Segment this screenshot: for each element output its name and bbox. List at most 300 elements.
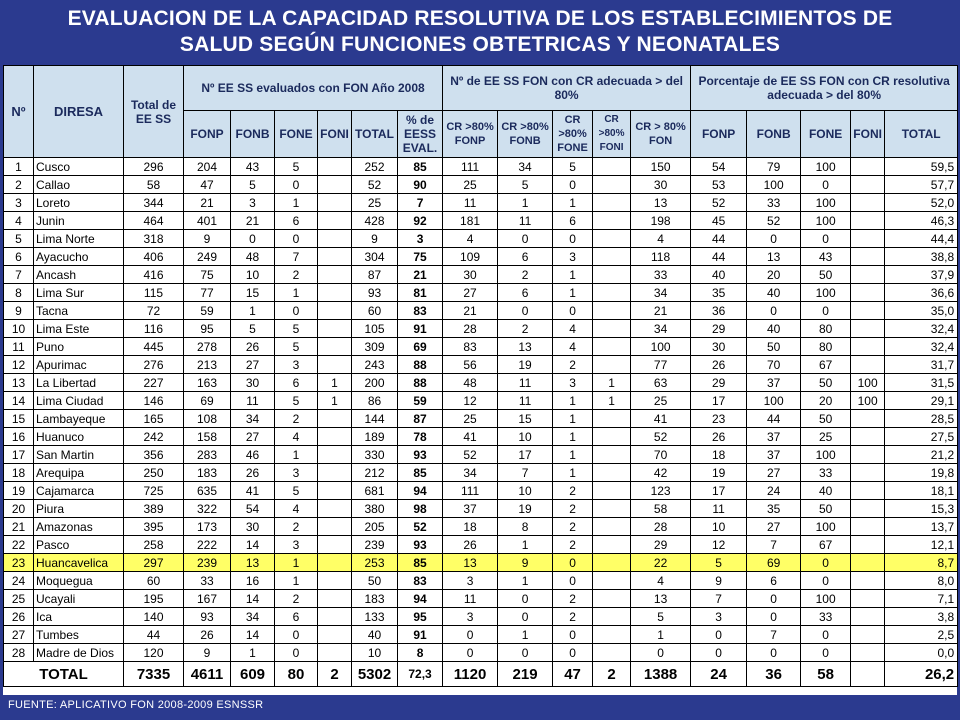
- cell-cr-1: 11: [498, 392, 553, 410]
- cell-cr-2: 1: [553, 464, 593, 482]
- cell-evaluated-5: 90: [398, 176, 443, 194]
- cell-cr-3: [593, 428, 631, 446]
- cell-evaluated-5: 88: [398, 374, 443, 392]
- cell-num: 7: [4, 266, 34, 284]
- cell-evaluated-4: 253: [352, 554, 398, 572]
- cell-evaluated-0: 9: [184, 644, 231, 662]
- cell-evaluated-4: 200: [352, 374, 398, 392]
- totals-evaluated-2: 80: [275, 662, 318, 687]
- cell-cr-0: 28: [443, 320, 498, 338]
- cell-evaluated-1: 0: [231, 230, 275, 248]
- cell-pct-2: 33: [801, 464, 851, 482]
- cell-evaluated-3: 1: [318, 392, 352, 410]
- cell-cr-1: 10: [498, 428, 553, 446]
- cell-pct-1: 35: [747, 500, 801, 518]
- cell-pct-3: [851, 212, 885, 230]
- source-note: FUENTE: APLICATIVO FON 2008-2009 ESNSSR: [8, 699, 264, 711]
- cell-evaluated-1: 15: [231, 284, 275, 302]
- cell-cr-3: [593, 320, 631, 338]
- cell-pct-2: 43: [801, 248, 851, 266]
- cell-pct-0: 11: [691, 500, 747, 518]
- cell-pct-4: 2,5: [885, 626, 958, 644]
- cell-diresa: Puno: [34, 338, 124, 356]
- cell-pct-3: [851, 518, 885, 536]
- cell-pct-0: 44: [691, 248, 747, 266]
- cell-evaluated-3: [318, 626, 352, 644]
- subheader-evaluated-0: FONP: [184, 111, 231, 158]
- cell-diresa: Arequipa: [34, 464, 124, 482]
- cell-evaluated-5: 92: [398, 212, 443, 230]
- cell-evaluated-0: 75: [184, 266, 231, 284]
- cell-cr-3: [593, 356, 631, 374]
- cell-cr-0: 111: [443, 158, 498, 176]
- cell-pct-4: 12,1: [885, 536, 958, 554]
- cell-total-eess: 389: [124, 500, 184, 518]
- cell-evaluated-0: 158: [184, 428, 231, 446]
- cell-pct-1: 7: [747, 626, 801, 644]
- cell-pct-4: 19,8: [885, 464, 958, 482]
- cell-evaluated-0: 249: [184, 248, 231, 266]
- cell-pct-4: 28,5: [885, 410, 958, 428]
- cell-pct-4: 29,1: [885, 392, 958, 410]
- cell-evaluated-0: 213: [184, 356, 231, 374]
- cell-evaluated-5: 94: [398, 482, 443, 500]
- cell-evaluated-3: [318, 518, 352, 536]
- cell-evaluated-0: 33: [184, 572, 231, 590]
- cell-pct-1: 13: [747, 248, 801, 266]
- cell-evaluated-0: 26: [184, 626, 231, 644]
- cell-pct-4: 7,1: [885, 590, 958, 608]
- cell-cr-1: 0: [498, 302, 553, 320]
- cell-evaluated-5: 83: [398, 302, 443, 320]
- cell-cr-1: 34: [498, 158, 553, 176]
- cell-pct-2: 100: [801, 518, 851, 536]
- cell-pct-0: 29: [691, 320, 747, 338]
- cell-num: 9: [4, 302, 34, 320]
- cell-pct-1: 37: [747, 374, 801, 392]
- cell-total-eess: 242: [124, 428, 184, 446]
- cell-cr-4: 118: [631, 248, 691, 266]
- cell-pct-4: 8,0: [885, 572, 958, 590]
- cell-evaluated-5: 78: [398, 428, 443, 446]
- cell-evaluated-2: 5: [275, 320, 318, 338]
- cell-cr-1: 0: [498, 644, 553, 662]
- cell-evaluated-2: 1: [275, 194, 318, 212]
- cell-evaluated-0: 47: [184, 176, 231, 194]
- cell-pct-0: 53: [691, 176, 747, 194]
- cell-total-eess: 60: [124, 572, 184, 590]
- cell-evaluated-1: 26: [231, 338, 275, 356]
- cell-num: 14: [4, 392, 34, 410]
- cell-pct-2: 40: [801, 482, 851, 500]
- cell-evaluated-0: 21: [184, 194, 231, 212]
- subheader-pct-1: FONB: [747, 111, 801, 158]
- cell-total-eess: 344: [124, 194, 184, 212]
- cell-diresa: Ica: [34, 608, 124, 626]
- cell-pct-1: 70: [747, 356, 801, 374]
- cell-pct-1: 52: [747, 212, 801, 230]
- cell-cr-0: 4: [443, 230, 498, 248]
- cell-pct-1: 0: [747, 590, 801, 608]
- cell-pct-4: 13,7: [885, 518, 958, 536]
- cell-cr-1: 1: [498, 572, 553, 590]
- table-row: [4, 374, 958, 392]
- cell-evaluated-5: 81: [398, 284, 443, 302]
- cell-cr-1: 1: [498, 536, 553, 554]
- cell-evaluated-2: 1: [275, 446, 318, 464]
- cell-pct-3: [851, 446, 885, 464]
- cell-pct-0: 7: [691, 590, 747, 608]
- cell-cr-2: 1: [553, 392, 593, 410]
- cell-pct-4: 59,5: [885, 158, 958, 176]
- cell-evaluated-4: 205: [352, 518, 398, 536]
- cell-pct-3: [851, 230, 885, 248]
- cell-evaluated-5: 93: [398, 446, 443, 464]
- cell-cr-0: 41: [443, 428, 498, 446]
- cell-pct-3: [851, 608, 885, 626]
- cell-total-eess: 297: [124, 554, 184, 572]
- cell-cr-3: [593, 464, 631, 482]
- cell-cr-3: [593, 554, 631, 572]
- cell-total-eess: 72: [124, 302, 184, 320]
- cell-diresa: Piura: [34, 500, 124, 518]
- cell-evaluated-5: 85: [398, 554, 443, 572]
- cell-evaluated-5: 59: [398, 392, 443, 410]
- cell-pct-0: 52: [691, 194, 747, 212]
- cell-cr-3: 1: [593, 374, 631, 392]
- cell-pct-1: 100: [747, 392, 801, 410]
- cell-evaluated-4: 212: [352, 464, 398, 482]
- table-row: [4, 356, 958, 374]
- cell-cr-1: 2: [498, 320, 553, 338]
- cell-pct-2: 67: [801, 356, 851, 374]
- cell-cr-4: 4: [631, 230, 691, 248]
- cell-num: 15: [4, 410, 34, 428]
- table-row: [4, 428, 958, 446]
- cell-evaluated-0: 401: [184, 212, 231, 230]
- cell-pct-1: 33: [747, 194, 801, 212]
- table-row: [4, 338, 958, 356]
- cell-pct-1: 27: [747, 464, 801, 482]
- cell-pct-2: 0: [801, 644, 851, 662]
- cell-cr-3: [593, 446, 631, 464]
- cell-pct-1: 37: [747, 428, 801, 446]
- cell-evaluated-5: 91: [398, 626, 443, 644]
- cell-pct-1: 37: [747, 446, 801, 464]
- cell-cr-4: 198: [631, 212, 691, 230]
- cell-cr-3: [593, 518, 631, 536]
- cell-pct-4: 15,3: [885, 500, 958, 518]
- cell-evaluated-1: 26: [231, 464, 275, 482]
- cell-pct-3: [851, 338, 885, 356]
- cell-cr-1: 0: [498, 230, 553, 248]
- cell-evaluated-2: 0: [275, 644, 318, 662]
- cell-evaluated-1: 48: [231, 248, 275, 266]
- cell-evaluated-4: 93: [352, 284, 398, 302]
- cell-evaluated-2: 6: [275, 608, 318, 626]
- cell-total-eess: 445: [124, 338, 184, 356]
- cell-evaluated-2: 3: [275, 356, 318, 374]
- cell-total-eess: 356: [124, 446, 184, 464]
- cell-evaluated-3: [318, 338, 352, 356]
- cell-cr-3: [593, 500, 631, 518]
- cell-evaluated-4: 10: [352, 644, 398, 662]
- cell-num: 27: [4, 626, 34, 644]
- cell-evaluated-1: 34: [231, 410, 275, 428]
- table-row: [4, 536, 958, 554]
- cell-evaluated-4: 133: [352, 608, 398, 626]
- header-group-percentage: Porcentaje de EE SS FON con CR resolutiva adecuada > del 80%: [691, 66, 958, 111]
- cell-total-eess: 146: [124, 392, 184, 410]
- cell-pct-3: 100: [851, 374, 885, 392]
- cell-pct-0: 17: [691, 482, 747, 500]
- cell-cr-2: 6: [553, 212, 593, 230]
- cell-cr-4: 58: [631, 500, 691, 518]
- cell-evaluated-5: 52: [398, 518, 443, 536]
- cell-pct-0: 12: [691, 536, 747, 554]
- cell-cr-2: 4: [553, 338, 593, 356]
- cell-pct-4: 38,8: [885, 248, 958, 266]
- cell-pct-4: 31,7: [885, 356, 958, 374]
- cell-cr-2: 2: [553, 608, 593, 626]
- cell-diresa: Amazonas: [34, 518, 124, 536]
- cell-cr-3: [593, 482, 631, 500]
- cell-pct-1: 100: [747, 176, 801, 194]
- cell-pct-1: 0: [747, 302, 801, 320]
- cell-total-eess: 250: [124, 464, 184, 482]
- subheader-cr-0: CR >80% FONP: [443, 111, 498, 158]
- cell-cr-2: 1: [553, 428, 593, 446]
- cell-total-eess: 44: [124, 626, 184, 644]
- cell-cr-2: 0: [553, 230, 593, 248]
- cell-pct-1: 0: [747, 644, 801, 662]
- cell-evaluated-3: [318, 284, 352, 302]
- cell-pct-3: [851, 590, 885, 608]
- cell-evaluated-4: 189: [352, 428, 398, 446]
- cell-evaluated-4: 9: [352, 230, 398, 248]
- cell-pct-0: 9: [691, 572, 747, 590]
- cell-pct-4: 46,3: [885, 212, 958, 230]
- totals-evaluated-5: 72,3: [398, 662, 443, 687]
- title-line-1: EVALUACION DE LA CAPACIDAD RESOLUTIVA DE LOS ESTABLECIMIENTOS DE: [67, 7, 893, 30]
- subheader-cr-3: CR >80% FONI: [593, 111, 631, 158]
- cell-cr-1: 11: [498, 212, 553, 230]
- cell-pct-2: 100: [801, 284, 851, 302]
- cell-cr-2: 2: [553, 536, 593, 554]
- cell-cr-1: 11: [498, 374, 553, 392]
- cell-cr-0: 12: [443, 392, 498, 410]
- cell-num: 2: [4, 176, 34, 194]
- cell-cr-2: 0: [553, 644, 593, 662]
- cell-diresa: Lima Ciudad: [34, 392, 124, 410]
- cell-cr-3: [593, 302, 631, 320]
- cell-pct-4: 0,0: [885, 644, 958, 662]
- cell-evaluated-3: [318, 428, 352, 446]
- cell-cr-3: [593, 572, 631, 590]
- cell-evaluated-0: 322: [184, 500, 231, 518]
- cell-cr-0: 25: [443, 176, 498, 194]
- cell-pct-2: 80: [801, 320, 851, 338]
- cell-evaluated-5: 85: [398, 464, 443, 482]
- cell-pct-2: 20: [801, 392, 851, 410]
- totals-pct-0: 24: [691, 662, 747, 687]
- cell-pct-1: 20: [747, 266, 801, 284]
- cell-evaluated-2: 0: [275, 176, 318, 194]
- cell-evaluated-1: 5: [231, 320, 275, 338]
- totals-pct-2: 58: [801, 662, 851, 687]
- cell-pct-4: 8,7: [885, 554, 958, 572]
- cell-cr-2: 1: [553, 194, 593, 212]
- cell-total-eess: 227: [124, 374, 184, 392]
- cell-pct-0: 18: [691, 446, 747, 464]
- cell-evaluated-4: 428: [352, 212, 398, 230]
- cell-cr-4: 70: [631, 446, 691, 464]
- table-row: [4, 626, 958, 644]
- cell-evaluated-3: [318, 464, 352, 482]
- cell-evaluated-5: 3: [398, 230, 443, 248]
- cell-evaluated-3: [318, 176, 352, 194]
- cell-evaluated-3: [318, 212, 352, 230]
- cell-evaluated-1: 27: [231, 356, 275, 374]
- cell-evaluated-3: [318, 482, 352, 500]
- cell-diresa: Ayacucho: [34, 248, 124, 266]
- cell-diresa: Lima Sur: [34, 284, 124, 302]
- cell-pct-2: 100: [801, 446, 851, 464]
- cell-cr-2: 1: [553, 266, 593, 284]
- cell-cr-3: [593, 338, 631, 356]
- cell-diresa: Lima Norte: [34, 230, 124, 248]
- cell-evaluated-0: 95: [184, 320, 231, 338]
- table-row: [4, 644, 958, 662]
- cell-num: 22: [4, 536, 34, 554]
- cell-cr-2: 2: [553, 482, 593, 500]
- cell-cr-0: 111: [443, 482, 498, 500]
- cell-pct-3: [851, 626, 885, 644]
- cell-evaluated-2: 3: [275, 464, 318, 482]
- cell-evaluated-0: 77: [184, 284, 231, 302]
- cell-evaluated-5: 21: [398, 266, 443, 284]
- cell-pct-2: 50: [801, 374, 851, 392]
- cell-pct-3: [851, 158, 885, 176]
- cell-cr-3: [593, 266, 631, 284]
- cell-evaluated-4: 87: [352, 266, 398, 284]
- cell-pct-0: 26: [691, 356, 747, 374]
- table-row: [4, 446, 958, 464]
- cell-cr-2: 2: [553, 518, 593, 536]
- cell-evaluated-4: 243: [352, 356, 398, 374]
- cell-evaluated-0: 283: [184, 446, 231, 464]
- cell-pct-0: 44: [691, 230, 747, 248]
- table-row: [4, 464, 958, 482]
- cell-num: 8: [4, 284, 34, 302]
- cell-evaluated-4: 330: [352, 446, 398, 464]
- cell-cr-4: 21: [631, 302, 691, 320]
- cell-evaluated-1: 3: [231, 194, 275, 212]
- cell-evaluated-5: 83: [398, 572, 443, 590]
- cell-cr-4: 63: [631, 374, 691, 392]
- cell-num: 28: [4, 644, 34, 662]
- cell-evaluated-5: 75: [398, 248, 443, 266]
- cell-evaluated-0: 108: [184, 410, 231, 428]
- cell-cr-0: 0: [443, 626, 498, 644]
- cell-diresa: Apurimac: [34, 356, 124, 374]
- cell-pct-2: 100: [801, 212, 851, 230]
- cell-cr-2: 2: [553, 356, 593, 374]
- cell-cr-1: 6: [498, 284, 553, 302]
- cell-evaluated-5: 88: [398, 356, 443, 374]
- cell-evaluated-1: 34: [231, 608, 275, 626]
- cell-pct-0: 0: [691, 626, 747, 644]
- cell-evaluated-3: [318, 572, 352, 590]
- table-row: [4, 320, 958, 338]
- header-group-evaluated: Nº EE SS evaluados con FON Año 2008: [184, 66, 443, 111]
- table-row: [4, 266, 958, 284]
- cell-cr-1: 19: [498, 356, 553, 374]
- cell-cr-4: 34: [631, 320, 691, 338]
- cell-cr-4: 30: [631, 176, 691, 194]
- cell-pct-4: 18,1: [885, 482, 958, 500]
- cell-cr-4: 5: [631, 608, 691, 626]
- cell-total-eess: 318: [124, 230, 184, 248]
- cell-cr-3: [593, 608, 631, 626]
- cell-pct-4: 36,6: [885, 284, 958, 302]
- cell-evaluated-2: 1: [275, 572, 318, 590]
- cell-cr-3: 1: [593, 392, 631, 410]
- data-sheet: [3, 65, 957, 695]
- cell-evaluated-5: 87: [398, 410, 443, 428]
- cell-evaluated-4: 239: [352, 536, 398, 554]
- cell-total-eess: 416: [124, 266, 184, 284]
- cell-pct-4: 57,7: [885, 176, 958, 194]
- cell-evaluated-0: 222: [184, 536, 231, 554]
- cell-evaluated-1: 11: [231, 392, 275, 410]
- cell-evaluated-0: 9: [184, 230, 231, 248]
- cell-total-eess: 276: [124, 356, 184, 374]
- cell-evaluated-5: 98: [398, 500, 443, 518]
- cell-cr-0: 56: [443, 356, 498, 374]
- cell-pct-3: [851, 410, 885, 428]
- cell-evaluated-1: 13: [231, 554, 275, 572]
- cell-diresa: Lima Este: [34, 320, 124, 338]
- cell-num: 4: [4, 212, 34, 230]
- cell-evaluated-0: 173: [184, 518, 231, 536]
- cell-cr-3: [593, 194, 631, 212]
- cell-cr-0: 30: [443, 266, 498, 284]
- header-group-cr-adequate: Nº de EE SS FON con CR adecuada > del 80%: [443, 66, 691, 111]
- cell-pct-0: 35: [691, 284, 747, 302]
- cell-pct-4: 52,0: [885, 194, 958, 212]
- cell-cr-3: [593, 176, 631, 194]
- cell-pct-4: 32,4: [885, 320, 958, 338]
- cell-cr-4: 77: [631, 356, 691, 374]
- cell-pct-1: 24: [747, 482, 801, 500]
- cell-num: 19: [4, 482, 34, 500]
- cell-cr-4: 52: [631, 428, 691, 446]
- cell-diresa: Callao: [34, 176, 124, 194]
- cell-pct-2: 0: [801, 302, 851, 320]
- cell-pct-3: [851, 500, 885, 518]
- cell-evaluated-1: 1: [231, 644, 275, 662]
- cell-evaluated-5: 91: [398, 320, 443, 338]
- cell-cr-1: 0: [498, 590, 553, 608]
- cell-evaluated-3: [318, 536, 352, 554]
- cell-num: 18: [4, 464, 34, 482]
- cell-evaluated-4: 144: [352, 410, 398, 428]
- cell-diresa: Huancavelica: [34, 554, 124, 572]
- cell-cr-3: [593, 536, 631, 554]
- cell-diresa: Tacna: [34, 302, 124, 320]
- cell-num: 21: [4, 518, 34, 536]
